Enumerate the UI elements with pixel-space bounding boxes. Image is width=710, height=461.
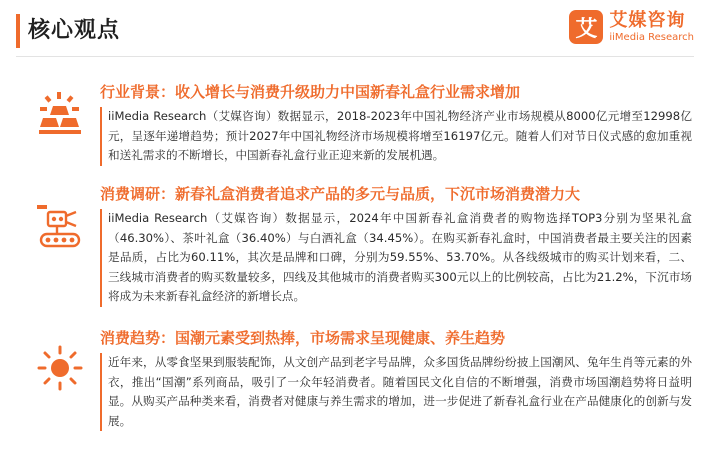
page-title: 核心观点: [28, 18, 121, 43]
logo-mark: 艾: [569, 10, 603, 44]
logo-name-en: iiMedia Research: [609, 31, 694, 43]
gold-bars-icon: [36, 90, 84, 138]
sun-icon: [36, 344, 84, 392]
section-body: iiMedia Research（艾媒咨询）数据显示，2024年中国新春礼盒消费者的购物选择TOP3分别为坚果礼盒（46.30%）、茶叶礼盒（36.40%）与白酒礼盒（34.45%）。在购买新春礼盒时，中国消费者最主要关注的因素是品质，占比为60.11%，其次是品牌和口碑，分别为59.55%、53.70%。从各线级城市的购买计划来看，二、三线城市消费者的购买数量较多，四线及其他城市的消费者购买300元以上的比例较高，占比为21.2%，下沉市场将成为未来新春礼盒经济的新增长点。: [100, 209, 692, 307]
section-body: iiMedia Research（艾媒咨询）数据显示，2018-2023年中国礼物经济产业市场规模从8000亿元增至12998亿元，呈逐年递增趋势；预计2027年中国礼物经济市场规模将增至16197亿元。随着人们对节日仪式感的愈加重视和送礼需求的不断增长，中国新春礼盒行业正迎来新的发展机遇。: [100, 107, 692, 166]
robot-icon: [36, 204, 84, 252]
title-divider: [16, 56, 694, 57]
title-accent-bar: [16, 14, 20, 48]
brand-logo: [569, 10, 694, 44]
section-heading: 消费趋势：国潮元素受到热捧，市场需求呈现健康、养生趋势: [100, 329, 506, 347]
logo-name-cn: 艾媒咨询: [609, 9, 686, 31]
section-body: 近年来，从零食坚果到服装配饰，从文创产品到老字号品牌，众多国货品牌纷纷披上国潮风、兔年生肖等元素的外衣，推出“国潮”系列商品，吸引了一众年轻消费者。随着国民文化自信的不断增强，消费市场国潮趋势将日益明显。从购买产品种类来看，消费者对健康与养生需求的增加，进一步促进了新春礼盒行业在产品健康化的创新与发展。: [100, 353, 692, 431]
section-heading: 消费调研：新春礼盒消费者追求产品的多元与品质，下沉市场消费潜力大: [100, 185, 581, 203]
section-heading: 行业背景：收入增长与消费升级助力中国新春礼盒行业需求增加: [100, 83, 521, 101]
